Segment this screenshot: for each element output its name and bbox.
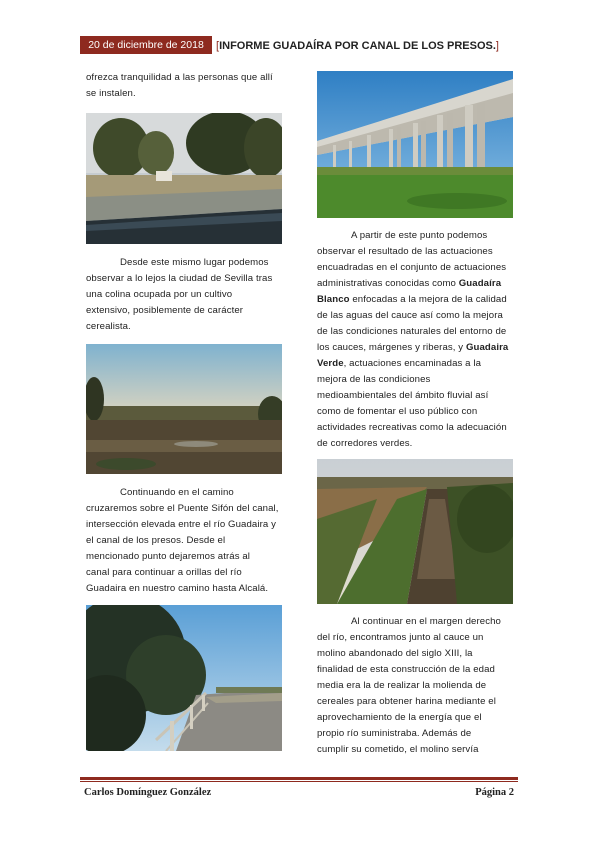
text-line: media era la de realizar la molienda de xyxy=(317,680,487,691)
photo-path-railing xyxy=(86,605,282,751)
photo-aqueduct xyxy=(317,71,513,218)
text-line: el canal de los presos. Desde el xyxy=(86,535,226,546)
text-line: del río, encontramos junto al cauce un xyxy=(317,632,484,643)
text-line: actividades recreativas como la adecuación xyxy=(317,422,507,433)
intro-paragraph xyxy=(86,70,273,102)
text-line xyxy=(317,356,508,372)
text-line: como de fomentar el uso público con xyxy=(317,406,478,417)
header-date: 20 de diciembre de 2018 xyxy=(80,36,212,54)
text-line: extensivo, posiblemente de carácter xyxy=(86,305,244,316)
text-line: medioambientales del ámbito fluvial así xyxy=(317,390,489,401)
header-bracket-close: ] xyxy=(495,40,499,52)
paragraph-puente-sifon xyxy=(86,485,279,597)
paragraph-actuaciones xyxy=(317,228,508,452)
text-line: de las aguas del cauce así como la mejora xyxy=(317,310,503,321)
text-line: propio río suministraba. Además de xyxy=(317,728,472,739)
text-line: aprovechamiento de la energía que el xyxy=(317,712,482,723)
text-line xyxy=(317,340,508,356)
header-title-block xyxy=(216,37,499,55)
term-guadaira-blanco: Guadaíra xyxy=(458,278,502,289)
document-title: INFORME GUADAÍRA POR CANAL DE LOS PRESOS. xyxy=(219,40,496,52)
term-guadaira-verde-cont: Verde xyxy=(317,358,344,369)
footer-author: Carlos Domínguez González xyxy=(84,787,212,798)
text-line xyxy=(317,276,508,292)
text-line: molino abandonado del siglo XIII, la xyxy=(317,648,473,659)
text-line: encuadradas en el conjunto de actuaciones xyxy=(317,262,507,273)
text-fragment: administrativas conocidas como xyxy=(317,278,459,289)
text-line: cumplir su cometido, el molino servía xyxy=(317,744,479,755)
text-line: Guadaira en nuestro camino hasta Alcalá. xyxy=(86,583,269,594)
footer-rule xyxy=(80,777,518,780)
footer-rule-thin xyxy=(80,781,518,782)
text-line: se instalen. xyxy=(86,88,136,99)
photo-river xyxy=(317,459,513,604)
text-line: mencionado punto dejaremos atrás al xyxy=(86,551,251,562)
text-line: de las condiciones naturales del entorno de xyxy=(317,326,507,337)
text-line xyxy=(317,292,508,308)
paragraph-sevilla xyxy=(86,255,272,335)
text-line: observar a lo lejos la ciudad de Sevilla tras xyxy=(86,273,273,284)
text-line: canal para continuar a orillas del río xyxy=(86,567,242,578)
term-guadaira-blanco-cont: Blanco xyxy=(317,294,350,305)
footer-page-number: Página 2 xyxy=(475,787,514,798)
text-line: A partir de este punto podemos xyxy=(351,230,488,241)
text-line: observar el resultado de las actuaciones xyxy=(317,246,493,257)
photo-canal-trees xyxy=(86,113,282,244)
text-line: Continuando en el camino xyxy=(120,487,234,498)
text-line: Desde este mismo lugar podemos xyxy=(120,257,269,268)
text-line: ofrezca tranquilidad a las personas que allí xyxy=(86,72,273,83)
text-line: Al continuar en el margen derecho xyxy=(351,616,501,627)
text-line: de corredores verdes. xyxy=(317,438,413,449)
text-line: intersección elevada entre el río Guadaira y xyxy=(86,519,276,530)
text-fragment: , actuaciones encaminadas a la xyxy=(343,358,482,369)
text-line: cereales para obtener harina mediante el xyxy=(317,696,496,707)
text-line: una colina ocupada por un cultivo xyxy=(86,289,233,300)
text-line: cerealista. xyxy=(86,321,131,332)
text-fragment: los cauces, márgenes y riberas, y xyxy=(317,342,466,353)
text-line: finalidad de esta construcción de la edad xyxy=(317,664,495,675)
paragraph-molino xyxy=(317,614,501,758)
term-guadaira-verde: Guadaira xyxy=(465,342,509,353)
photo-field-sky xyxy=(86,344,282,474)
text-line: mejora de las condiciones xyxy=(317,374,431,385)
text-line: cruzaremos sobre el Puente Sifón del canal, xyxy=(86,503,279,514)
header-bracket-open: [ xyxy=(216,40,220,52)
text-fragment: enfocadas a la mejora de la calidad xyxy=(349,294,507,305)
